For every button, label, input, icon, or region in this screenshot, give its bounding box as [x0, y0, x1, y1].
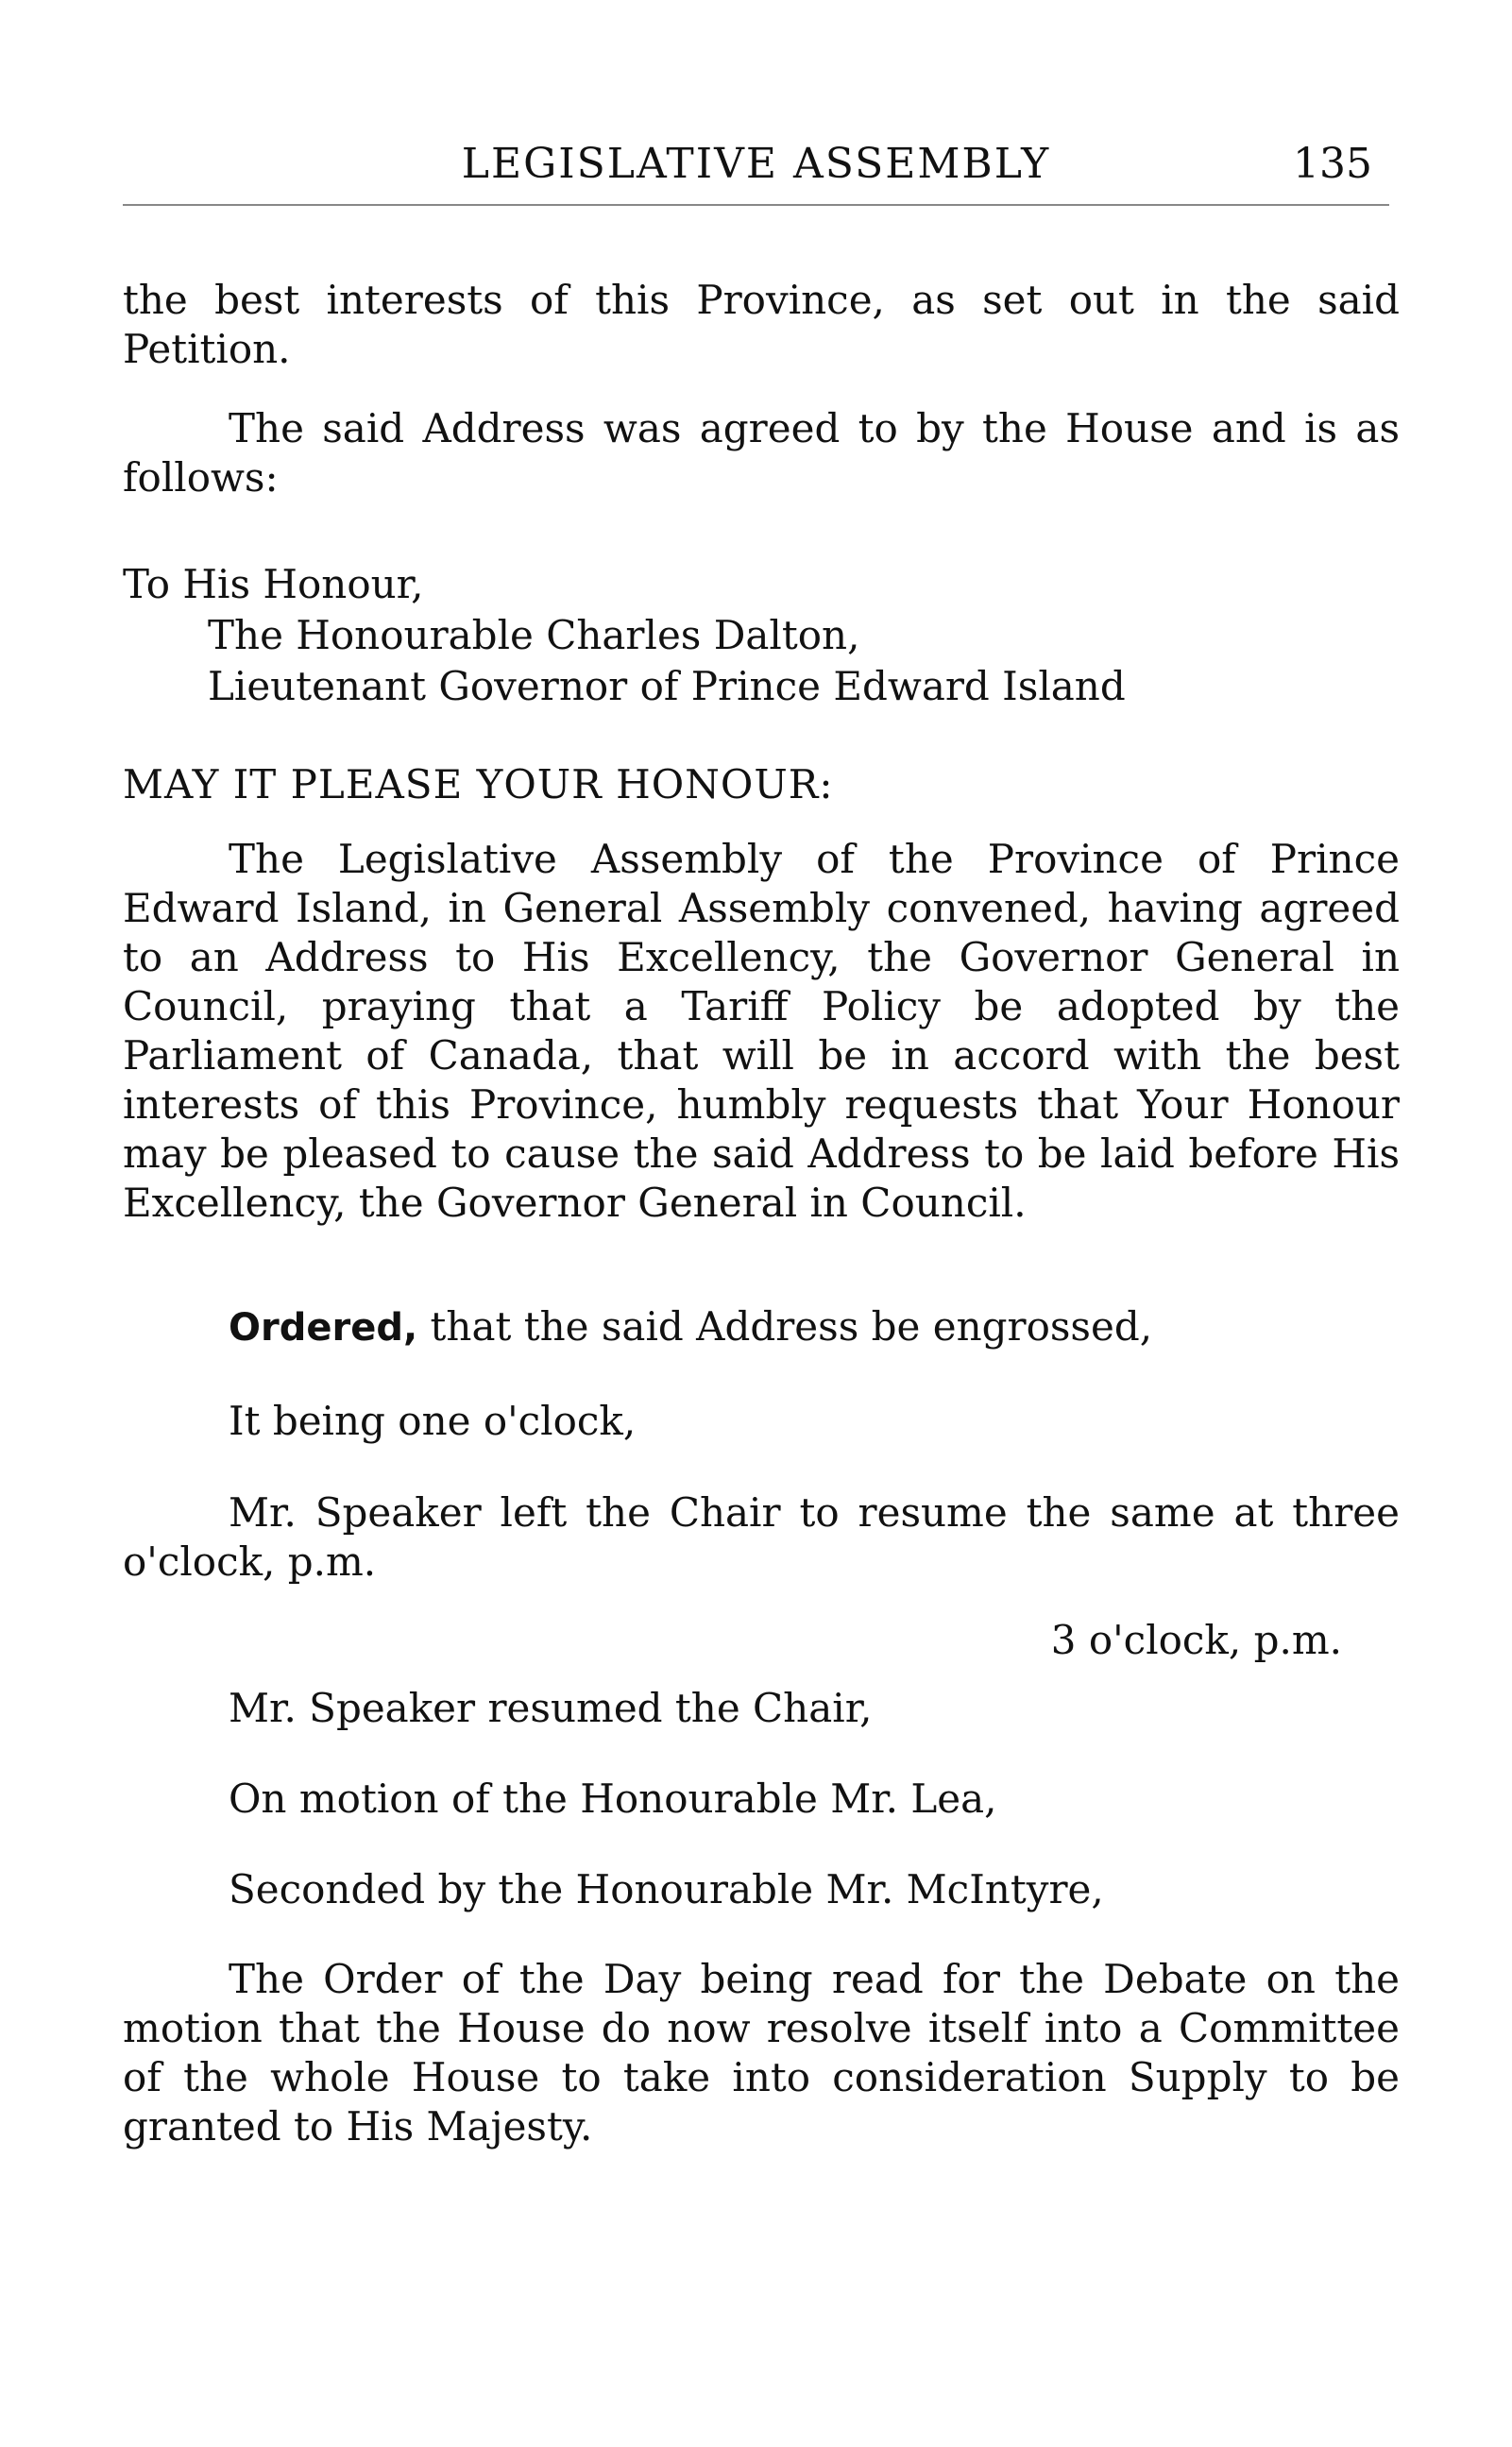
paragraph-5: The Order of the Day being read for the Debate on the motion that the House do now resolve itself into a Committee of the whole House to take into consideration Supply to be granted to His Majesty. — [123, 1956, 1400, 2150]
salutation: MAY IT PLEASE YOUR HONOUR: — [123, 761, 834, 807]
address-office: Lieutenant Governor of Prince Edward Island — [208, 663, 1126, 709]
page-number: 135 — [1293, 140, 1372, 188]
address-name: The Honourable Charles Dalton, — [208, 612, 860, 658]
ordered-rest: that the said Address be engrossed, — [417, 1303, 1153, 1350]
paragraph-1: the best interests of this Province, as set out in the said Petition. — [123, 277, 1400, 372]
line-oclock: It being one o'clock, — [229, 1398, 637, 1444]
paragraph-2: The said Address was agreed to by the House and is as follows: — [123, 405, 1400, 501]
running-header — [123, 140, 1389, 196]
time-stamp: 3 o'clock, p.m. — [1050, 1617, 1342, 1663]
header-title: LEGISLATIVE ASSEMBLY — [461, 140, 1051, 188]
paragraph-4: Mr. Speaker left the Chair to resume the same at three o'clock, p.m. — [123, 1489, 1400, 1585]
line-seconded: Seconded by the Honourable Mr. McIntyre, — [229, 1866, 1104, 1912]
line-resumed: Mr. Speaker resumed the Chair, — [229, 1685, 873, 1731]
header-rule — [123, 204, 1389, 206]
address-to: To His Honour, — [123, 561, 424, 607]
ordered-line — [229, 1303, 1152, 1350]
ordered-bold: Ordered, — [229, 1306, 418, 1350]
paragraph-3: The Legislative Assembly of the Province of Prince Edward Island, in General Assembly convened, having agreed to an Address to His Excellency, the Governor General in Council, praying that a Tariff Policy be adopted by the Parliament of Canada, that will be in accord with the best interests of this Province, humbly requests that Your Honour may be pleased to cause the said Address to be laid before His Excellency, the Governor General in Council. — [123, 836, 1400, 1226]
line-motion: On motion of the Honourable Mr. Lea, — [229, 1776, 997, 1822]
